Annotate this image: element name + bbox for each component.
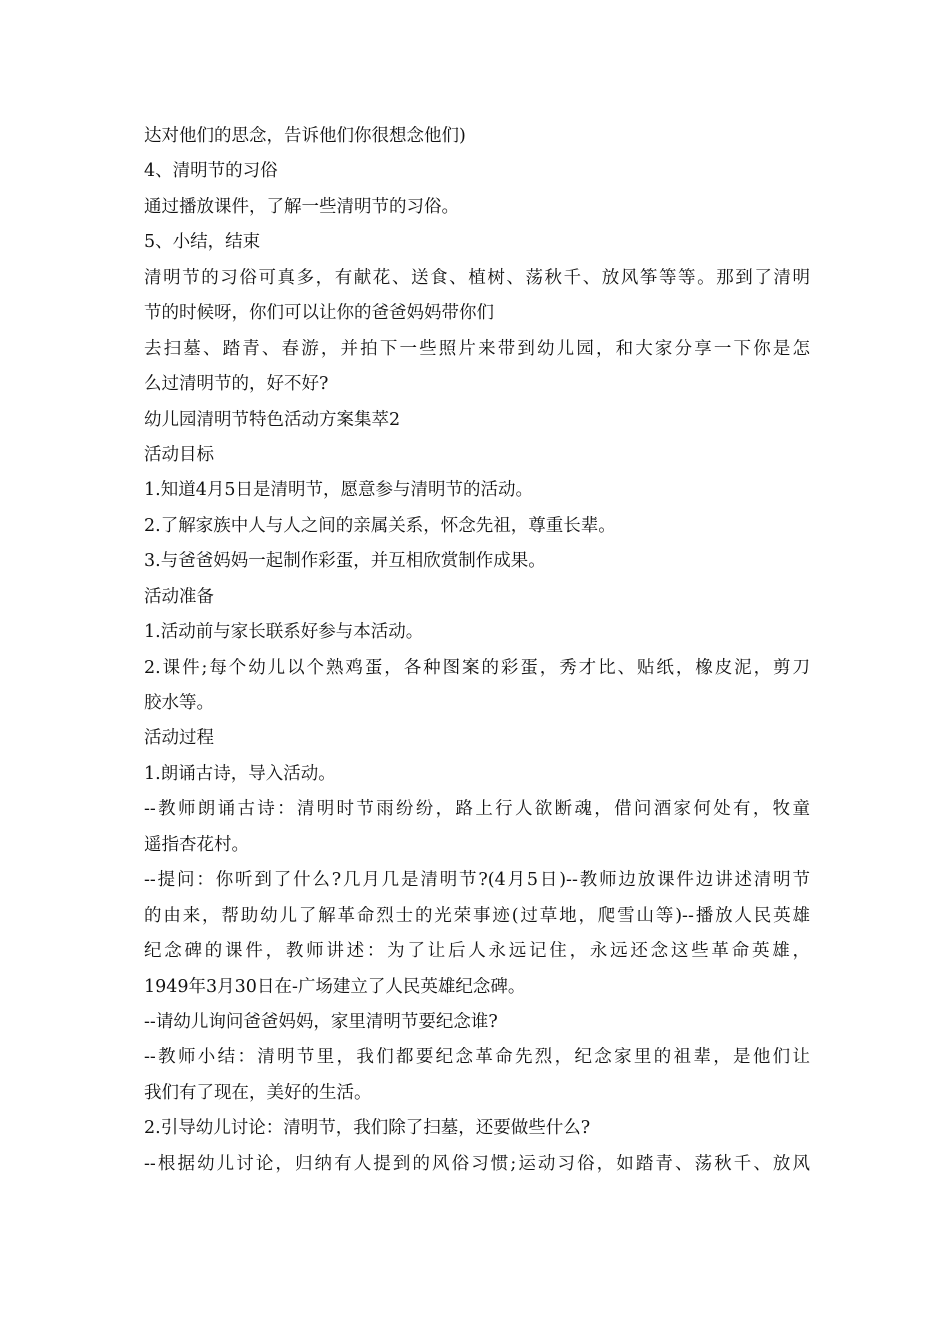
text-line: 通过播放课件，了解一些清明节的习俗。 [144,196,459,217]
list-item: 1.朗诵古诗，导入活动。 [144,763,336,784]
text-line: --提问：你听到了什么?几月几是清明节?(4月5日)--教师边放课件边讲述清明节 [144,870,810,891]
text-line: 我们有了现在，美好的生活。 [144,1082,372,1103]
text-line: 去扫墓、踏青、春游，并拍下一些照片来带到幼儿园，和大家分享一下你是怎 [144,338,810,359]
section-heading: 4、清明节的习俗 [144,161,278,182]
text-line: 么过清明节的，好不好? [144,374,329,395]
text-line: 清明节的习俗可真多，有献花、送食、植树、荡秋千、放风筝等等。那到了清明 [144,267,810,288]
document-body [144,119,810,1182]
section-heading: 活动目标 [144,444,214,465]
list-item: 2.课件;每个幼儿以个熟鸡蛋，各种图案的彩蛋，秀才比、贴纸，橡皮泥，剪刀 [144,657,810,678]
text-line: --请幼儿询问爸爸妈妈，家里清明节要纪念谁? [144,1011,498,1032]
text-line: --教师小结：清明节里，我们都要纪念革命先烈，纪念家里的祖辈，是他们让 [144,1047,810,1068]
list-item: 1.知道4月5日是清明节，愿意参与清明节的活动。 [144,480,533,501]
section-heading: 活动过程 [144,728,214,749]
list-item: 1.活动前与家长联系好参与本活动。 [144,622,424,643]
text-line: 胶水等。 [144,693,214,713]
text-line: 遥指杏花村。 [144,834,249,855]
list-item: 2.了解家族中人与人之间的亲属关系，怀念先祖，尊重长辈。 [144,515,616,536]
list-item: 3.与爸爸妈妈一起制作彩蛋，并互相欣赏制作成果。 [144,551,546,572]
text-line: --根据幼儿讨论，归纳有人提到的风俗习惯;运动习俗，如踏青、荡秋千、放风 [144,1153,810,1174]
text-line: 的由来，帮助幼儿了解革命烈士的光荣事迹(过草地，爬雪山等)--播放人民英雄 [144,905,810,926]
list-item: 2.引导幼儿讨论：清明节，我们除了扫墓，还要做些什么? [144,1118,591,1139]
text-line: 纪念碑的课件，教师讲述：为了让后人永远记住，永远还念这些革命英雄， [144,941,810,962]
text-line: 达对他们的思念，告诉他们你很想念他们) [144,126,466,146]
text-line: 1949年3月30日在-广场建立了人民英雄纪念碑。 [144,976,526,997]
text-line: 节的时候呀，你们可以让你的爸爸妈妈带你们 [144,303,494,324]
text-line: --教师朗诵古诗：清明时节雨纷纷，路上行人欲断魂，借问酒家何处有，牧童 [144,799,810,820]
section-heading: 5、小结，结束 [144,232,261,253]
document-title: 幼儿园清明节特色活动方案集萃2 [144,409,401,430]
section-heading: 活动准备 [144,586,214,607]
